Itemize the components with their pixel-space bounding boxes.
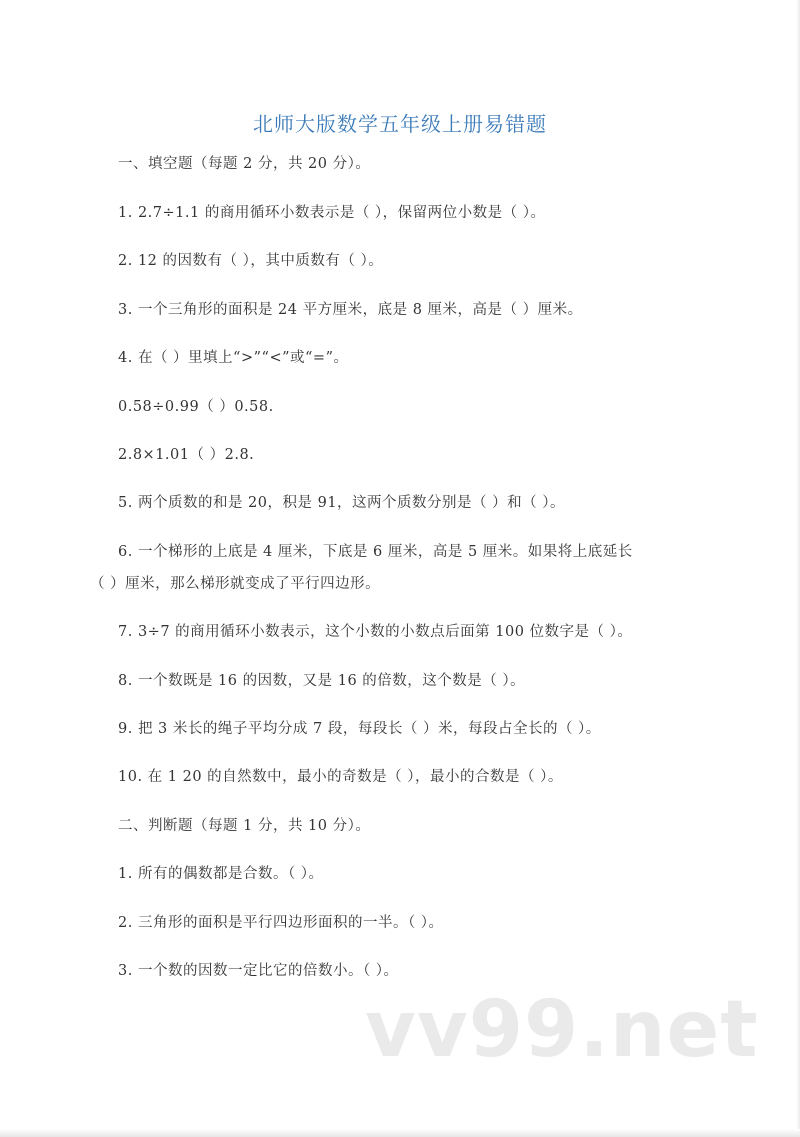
- fill-question-6-line-1: 6. 一个梯形的上底是 4 厘米，下底是 6 厘米，高是 5 厘米。如果将上底延长: [118, 544, 633, 560]
- fill-question-9: 9. 把 3 米长的绳子平均分成 7 段，每段长（ ）米，每段占全长的（ ）。: [118, 721, 601, 737]
- fill-question-10: 10. 在 1 20 的自然数中，最小的奇数是（ ），最小的合数是（ ）。: [118, 769, 563, 785]
- fill-question-7: 7. 3÷7 的商用循环小数表示，这个小数的小数点后面第 100 位数字是（ ）。: [118, 624, 633, 640]
- judge-question-3: 3. 一个数的因数一定比它的倍数小。（ ）。: [118, 963, 399, 979]
- fill-question-1: 1. 2.7÷1.1 的商用循环小数表示是（ ），保留两位小数是（ ）。: [118, 205, 546, 221]
- judge-question-1: 1. 所有的偶数都是合数。（ ）。: [118, 866, 324, 882]
- page-right-edge: [796, 0, 800, 1137]
- watermark: vv99.net: [365, 985, 759, 1075]
- fill-question-8: 8. 一个数既是 16 的因数，又是 16 的倍数，这个数是（ ）。: [118, 673, 526, 689]
- fill-section-heading: 一、填空题（每题 2 分，共 20 分）。: [118, 156, 371, 172]
- fill-question-4: 4. 在（ ）里填上“>”“<”或“=”。: [118, 350, 349, 366]
- fill-question-2: 2. 12 的因数有（ ），其中质数有（ ）。: [118, 253, 384, 269]
- fill-question-6-line-2: （ ）厘米，那么梯形就变成了平行四边形。: [90, 576, 381, 592]
- page-bottom-edge: [0, 1129, 800, 1137]
- fill-question-5: 5. 两个质数的和是 20，积是 91，这两个质数分别是（ ）和（ ）。: [118, 495, 566, 511]
- fill-question-3: 3. 一个三角形的面积是 24 平方厘米，底是 8 厘米，高是（ ）厘米。: [118, 302, 583, 318]
- judge-question-2: 2. 三角形的面积是平行四边形面积的一半。（ ）。: [118, 915, 444, 931]
- document-title: 北师大版数学五年级上册易错题: [253, 112, 547, 136]
- fill-question-4a: 0.58÷0.99（ ）0.58.: [118, 399, 274, 415]
- fill-question-4b: 2.8×1.01（ ）2.8.: [118, 447, 255, 463]
- judge-section-heading: 二、判断题（每题 1 分，共 10 分）。: [118, 818, 371, 834]
